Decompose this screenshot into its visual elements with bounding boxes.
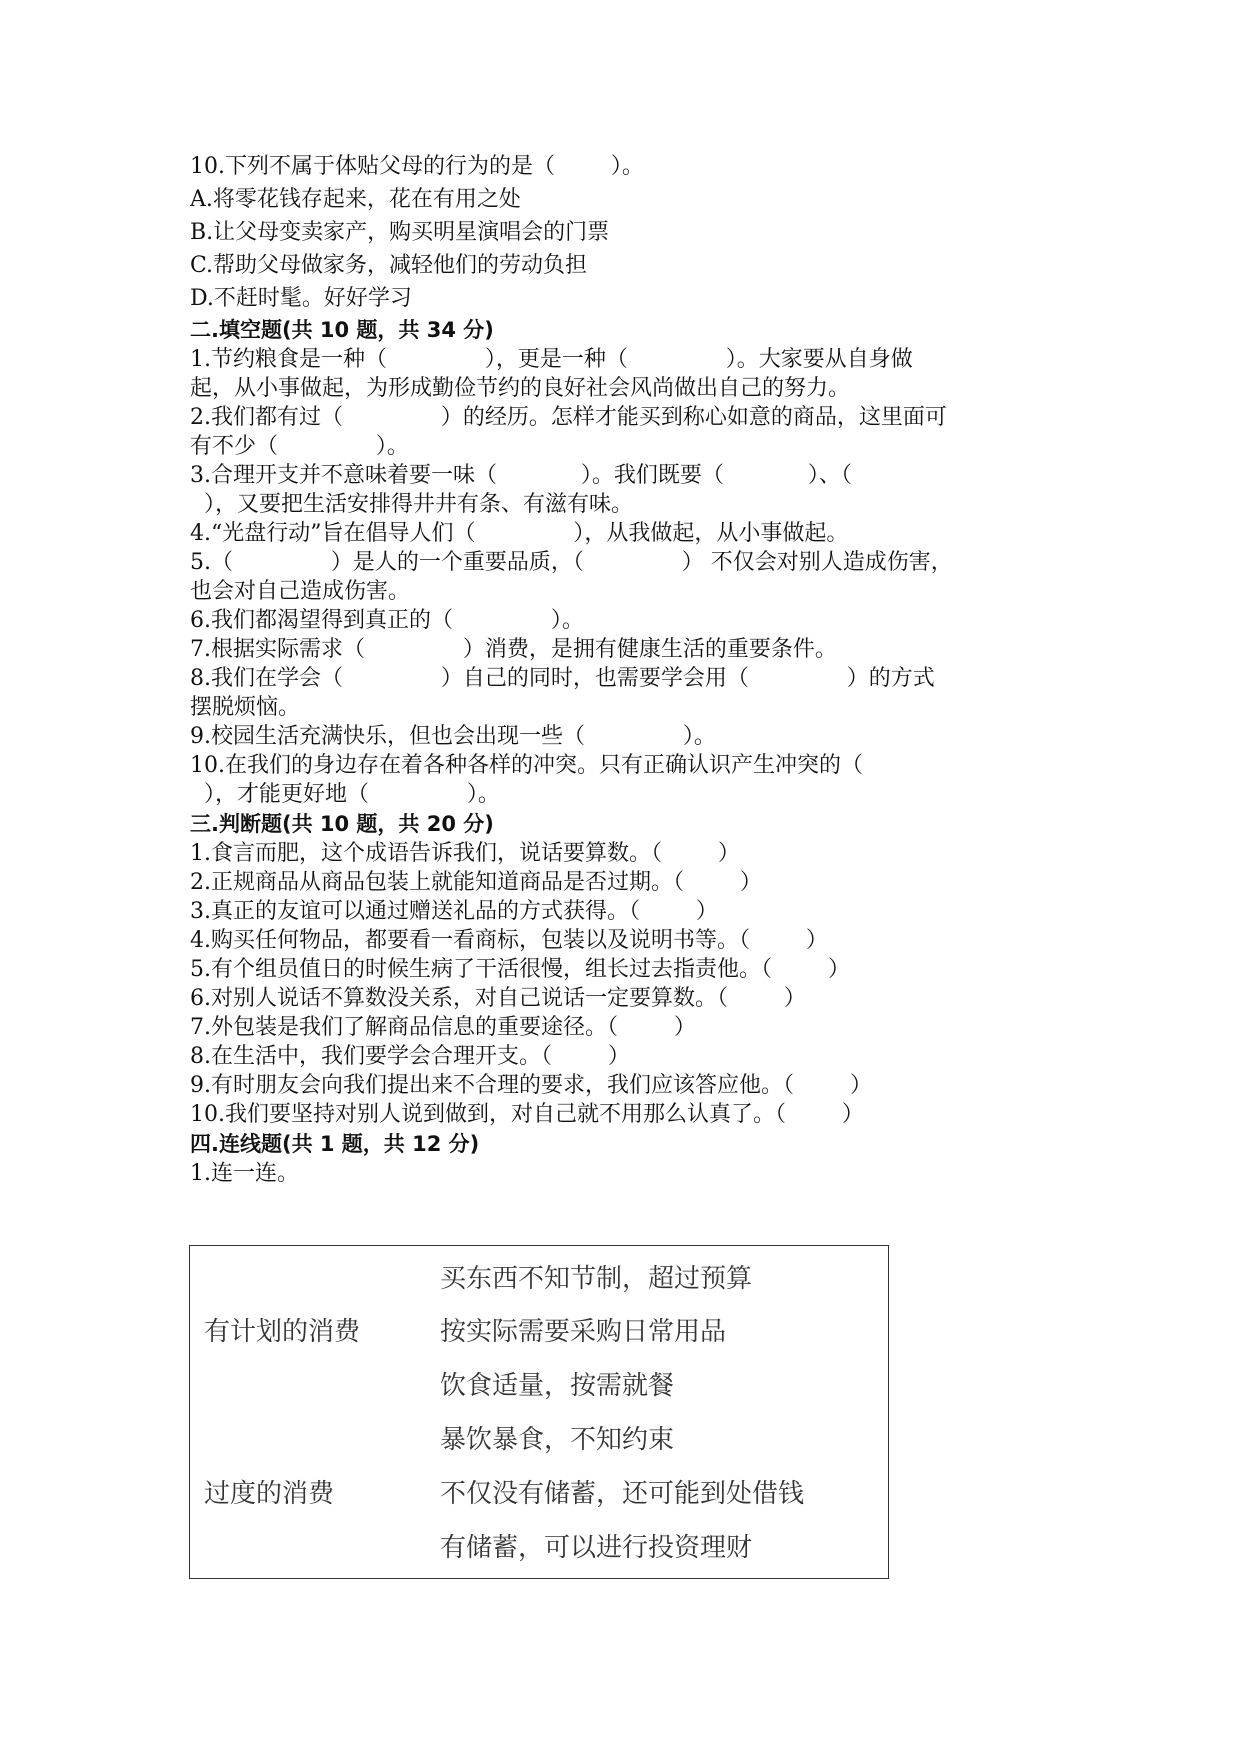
judge-line: 4.购买任何物品，都要看一看商标，包装以及说明书等。（ ） <box>190 928 828 953</box>
fill-line: 4.“光盘行动”旨在倡导人们（ ），从我做起，从小事做起。 <box>190 521 849 546</box>
judge-line: 6.对别人说话不算数没关系，对自己说话一定要算数。（ ） <box>190 986 806 1011</box>
match-right-item: 暴饮暴食，不知约束 <box>440 1425 675 1455</box>
fill-line: 10.在我们的身边存在着各种各样的冲突。只有正确认识产生冲突的（ <box>190 753 863 778</box>
judge-line: 7.外包装是我们了解商品信息的重要途径。（ ） <box>190 1015 696 1040</box>
match-right-item: 不仅没有储蓄，还可能到处借钱 <box>440 1479 805 1509</box>
match-right-item: 买东西不知节制，超过预算 <box>440 1264 753 1294</box>
match-right-item: 饮食适量，按需就餐 <box>440 1371 675 1401</box>
judge-line: 5.有个组员值日的时候生病了干活很慢，组长过去指责他。（ ） <box>190 957 850 982</box>
multiple-choice-question-10 <box>190 150 1090 315</box>
match-instruction: 1.连一连。 <box>190 1161 299 1186</box>
judge-line: 8.在生活中，我们要学会合理开支。（ ） <box>190 1044 630 1069</box>
fill-in-blank-section <box>190 315 1090 809</box>
judge-line: 3.真正的友谊可以通过赠送礼品的方式获得。（ ） <box>190 899 718 924</box>
fill-line: 9.校园生活充满快乐，但也会出现一些（ ）。 <box>190 724 716 749</box>
fill-line: 6.我们都渴望得到真正的（ ）。 <box>190 608 584 633</box>
judge-line: 9.有时朋友会向我们提出来不合理的要求，我们应该答应他。（ ） <box>190 1073 872 1098</box>
fill-line: 1.节约粮食是一种（ ），更是一种（ ）。大家要从自身做 <box>190 347 913 372</box>
fill-line: 摆脱烦恼。 <box>190 695 301 720</box>
fill-line: ），才能更好地（ ）。 <box>190 782 500 807</box>
section-heading-fill: 二.填空题(共 10 题，共 34 分) <box>190 318 494 342</box>
question-text: 10.下列不属于体贴父母的行为的是（ ）。 <box>190 154 644 179</box>
fill-line: 3.合理开支并不意味着要一味（ ）。我们既要（ ）、（ <box>190 463 852 488</box>
true-false-section <box>190 809 1090 1129</box>
worksheet-page <box>190 150 1090 1188</box>
judge-line: 10.我们要坚持对别人说到做到，对自己就不用那么认真了。（ ） <box>190 1102 864 1127</box>
match-left-item: 过度的消费 <box>204 1479 335 1509</box>
fill-line: 起，从小事做起，为形成勤俭节约的良好社会风尚做出自己的努力。 <box>190 376 851 401</box>
option-d: D.不赶时髦。好好学习 <box>190 286 412 311</box>
option-a: A.将零花钱存起来，花在有用之处 <box>190 187 521 212</box>
fill-line: 也会对自己造成伤害。 <box>190 579 411 604</box>
section-heading-match: 四.连线题(共 1 题，共 12 分) <box>190 1132 480 1156</box>
option-b: B.让父母变卖家产，购买明星演唱会的门票 <box>190 220 610 245</box>
fill-line: 有不少（ ）。 <box>190 434 409 459</box>
matching-box <box>189 1245 889 1579</box>
match-right-item: 按实际需要采购日常用品 <box>440 1317 727 1347</box>
match-left-item: 有计划的消费 <box>204 1317 361 1347</box>
judge-line: 1.食言而肥，这个成语告诉我们，说话要算数。（ ） <box>190 841 740 866</box>
fill-line: 8.我们在学会（ ）自己的同时，也需要学会用（ ）的方式 <box>190 666 935 691</box>
fill-line: ），又要把生活安排得井井有条、有滋有味。 <box>190 492 633 517</box>
fill-line: 5.（ ）是人的一个重要品质，（ ） 不仅会对别人造成伤害， <box>190 550 953 575</box>
match-right-item: 有储蓄，可以进行投资理财 <box>440 1533 753 1563</box>
judge-line: 2.正规商品从商品包装上就能知道商品是否过期。（ ） <box>190 870 762 895</box>
option-c: C.帮助父母做家务，减轻他们的劳动负担 <box>190 253 588 278</box>
fill-line: 7.根据实际需求（ ）消费，是拥有健康生活的重要条件。 <box>190 637 837 662</box>
section-heading-judge: 三.判断题(共 10 题，共 20 分) <box>190 812 494 836</box>
matching-section <box>190 1129 1090 1188</box>
fill-line: 2.我们都有过（ ）的经历。怎样才能买到称心如意的商品，这里面可 <box>190 405 947 430</box>
